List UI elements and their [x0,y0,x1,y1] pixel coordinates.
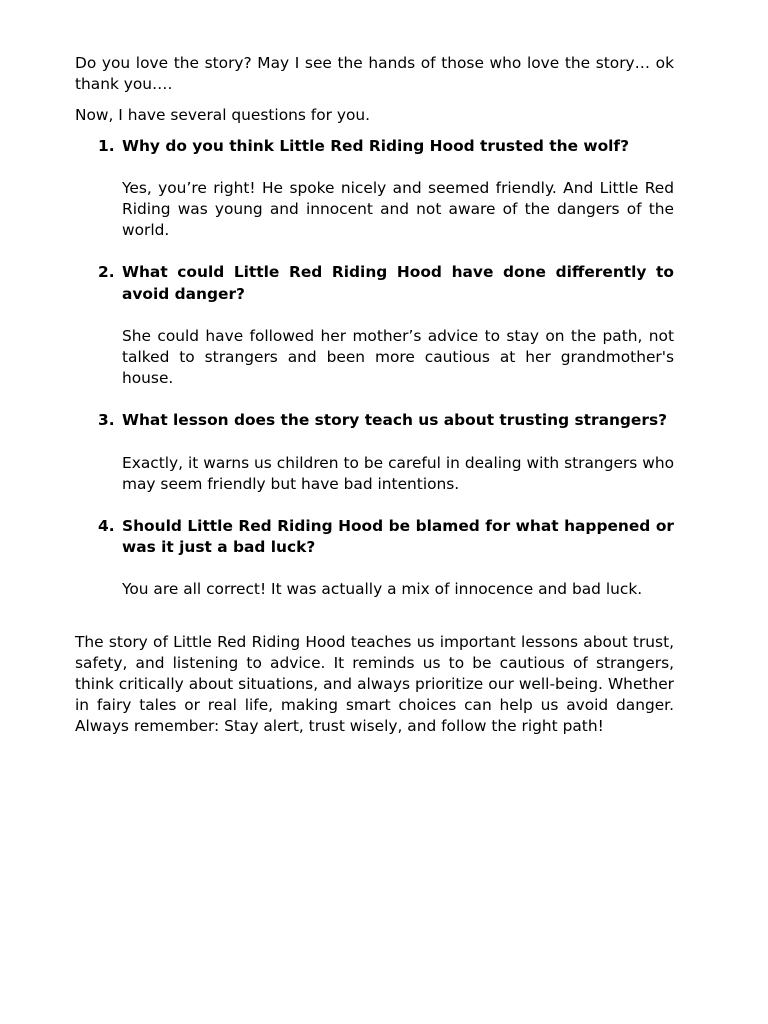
question-number: 1. [98,136,115,155]
closing-paragraph: The story of Little Red Riding Hood teaches us important lessons about trust, safety, and listening to advice. It reminds us to be cautious of strangers, think critically about situations, and always prioritize our well-being. Whether in fairy tales or real life, making smart choices can help us avoid danger. Always remember: Stay alert, trust wisely, and follow the right path! [75,632,674,736]
question-item [75,262,674,410]
question-text: What could Little Red Riding Hood have done differently to avoid danger? [122,263,674,303]
spacer [122,241,674,262]
questions-lead: Now, I have several questions for you. [75,106,371,125]
spacer [122,389,674,410]
answer-text: You are all correct! It was actually a mix of innocence and bad luck. [122,580,643,599]
question-text: What lesson does the story teach us about trusting strangers? [122,411,668,430]
question-number: 3. [98,411,115,430]
question-item [75,516,674,601]
questions-list [75,136,674,601]
spacer [122,495,674,516]
question-number: 2. [98,263,115,282]
question-item [75,136,674,263]
question-item [75,410,674,516]
question-text: Why do you think Little Red Riding Hood trusted the wolf? [122,136,630,155]
document-page [75,53,674,738]
answer-text: Exactly, it warns us children to be careful in dealing with strangers who may seem friendly but have bad intentions. [122,453,674,493]
intro-paragraph: Do you love the story? May I see the hands of those who love the story… ok thank you…. [75,54,674,94]
answer-text: Yes, you’re right! He spoke nicely and seemed friendly. And Little Red Riding was young and innocent and not aware of the dangers of the world. [122,178,674,240]
answer-text: She could have followed her mother’s advice to stay on the path, not talked to strangers and been more cautious at her grandmother's house. [122,326,674,388]
question-number: 4. [98,517,115,536]
question-text: Should Little Red Riding Hood be blamed for what happened or was it just a bad luck? [122,517,674,557]
